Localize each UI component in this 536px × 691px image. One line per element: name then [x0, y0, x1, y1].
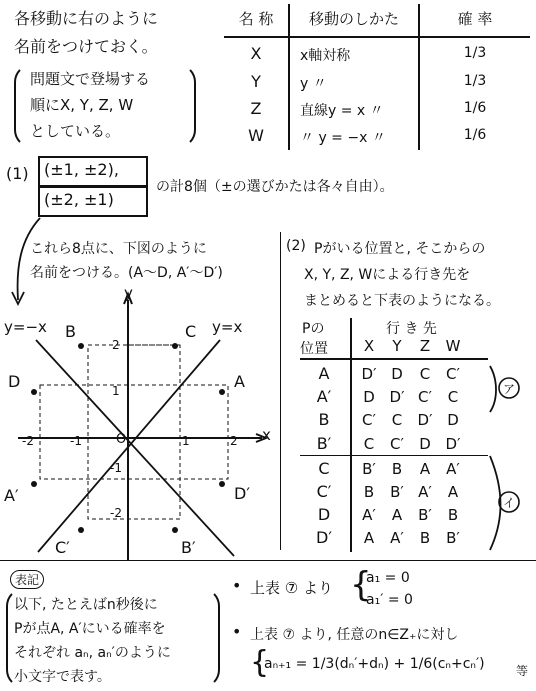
naming-line-2: 名前をつける。(A〜D, A′〜D′)	[30, 265, 223, 281]
part2-line-2: X, Y, Z, Wによる行き先を	[304, 267, 471, 283]
dest-header-dest: 行 き 先	[386, 321, 437, 337]
dest-cell: A	[419, 459, 431, 478]
dest-cell: B′	[390, 483, 404, 501]
point-label: C	[185, 322, 197, 341]
tick-y-neg2: -2	[110, 506, 122, 520]
result-a1: a₁ = 0	[366, 570, 410, 586]
dest-row-position: B	[318, 410, 330, 430]
dest-cell: A′	[418, 483, 432, 501]
move-row-method: y 〃	[300, 76, 327, 92]
dest-cell: D	[391, 365, 403, 383]
dest-row-position: D′	[316, 528, 332, 548]
line-label-y-neg-x: y=−x	[4, 318, 47, 336]
dest-cell: D	[363, 388, 375, 407]
tick-x-2: 2	[230, 434, 238, 448]
dest-cell: B′	[418, 506, 432, 525]
move-row-name: X	[250, 44, 262, 63]
brace-icon: {	[350, 565, 372, 605]
move-table-header-prob: 確 率	[457, 10, 493, 28]
dest-header-pos-2: 位置	[300, 341, 328, 357]
dest-row-position: A	[318, 364, 330, 383]
dest-cell: A	[363, 529, 375, 548]
notation-line-3: それぞれ aₙ, aₙ′のように	[14, 645, 171, 661]
dest-cell: A′	[390, 529, 404, 548]
move-table-header-method: 移動のしかた	[308, 10, 399, 28]
move-row-method: x軸対称	[300, 48, 351, 64]
dest-cell: D′	[389, 388, 405, 407]
move-row-method: 〃 y = −x 〃	[300, 130, 386, 146]
group-label-1: ア	[503, 382, 516, 396]
dest-cell: B	[391, 459, 403, 478]
move-row-name: Z	[250, 99, 262, 118]
part2-label: (2)	[286, 238, 306, 254]
dest-cell: B	[363, 483, 375, 501]
point-label: D′	[234, 484, 250, 503]
notation-line-2: Pが点A, A′にいる確率を	[14, 621, 166, 637]
y-axis-label: y	[124, 284, 133, 302]
move-table-header-name: 名 称	[238, 10, 274, 28]
bullet-2: •	[232, 622, 242, 641]
point-label: D	[8, 372, 21, 391]
point-label: B	[65, 322, 76, 341]
dest-header-pos-1: Pの	[302, 321, 325, 337]
part1-text: の計8個（±の選びかたは各々自由）。	[156, 179, 394, 195]
dest-cell: D′	[417, 411, 433, 430]
tick-y-1: 1	[112, 384, 120, 398]
line-label-y-x: y=x	[212, 318, 243, 336]
bullet-1: •	[232, 576, 242, 595]
dest-cell: C′	[446, 365, 460, 383]
notation-tag: 表記	[10, 570, 44, 589]
note-line-1: 問題文で登場する	[30, 70, 151, 88]
point-label: A	[234, 372, 245, 391]
dest-row-position: A′	[316, 387, 332, 407]
tick-y-2: 2	[112, 338, 120, 352]
move-row-name: W	[248, 126, 264, 145]
dest-cell: C	[447, 388, 459, 407]
move-row-prob: 1/6	[463, 100, 487, 116]
point-label: C′	[55, 538, 70, 557]
move-row-method: 直線y = x 〃	[300, 103, 384, 119]
tick-x-neg1: -1	[70, 434, 82, 448]
dest-col-header: W	[445, 337, 461, 355]
intro-line-1: 各移動に右のように	[14, 9, 159, 28]
dest-cell: B	[447, 506, 459, 525]
result-a1-prime: a₁′ = 0	[366, 592, 413, 608]
move-row-prob: 1/3	[463, 45, 487, 61]
dest-cell: A′	[362, 506, 376, 525]
recurrence-formula: aₙ₊₁ = 1/3(dₙ′+dₙ) + 1/6(cₙ+cₙ′)	[264, 656, 485, 672]
dest-row-position: D	[317, 505, 331, 525]
dest-cell: D	[419, 434, 431, 453]
tick-x-1: 1	[182, 434, 190, 448]
dest-col-header: Z	[419, 337, 431, 355]
group-label-2: イ	[503, 496, 516, 510]
brace-icon-2: {	[250, 645, 270, 680]
dest-cell: C′	[390, 434, 404, 453]
dest-cell: A′	[446, 459, 460, 478]
tick-x-neg2: -2	[22, 434, 34, 448]
dest-cell: D′	[361, 365, 377, 383]
points-line-2: (±2, ±1)	[44, 190, 114, 209]
dest-row-position: C′	[316, 482, 332, 501]
points-line-1: (±1, ±2),	[44, 160, 119, 179]
dest-col-header: X	[363, 337, 375, 355]
notation-line-4: 小文字で表す。	[14, 669, 111, 685]
dest-row-position: B′	[316, 433, 332, 453]
x-axis-label: x	[262, 426, 271, 444]
dest-cell: B′	[362, 459, 376, 478]
dest-cell: A	[447, 483, 459, 501]
dest-cell: C	[363, 434, 375, 453]
intro-line-2: 名前をつけておく。	[14, 37, 158, 56]
tick-y-neg1: -1	[110, 461, 122, 475]
note-line-3: としている。	[30, 122, 121, 140]
move-row-name: Y	[251, 72, 261, 91]
dest-cell: D	[447, 411, 459, 430]
dest-cell: C′	[362, 411, 376, 430]
part2-line-1: Pがいる位置と, そこからの	[314, 241, 486, 257]
dest-cell: C	[391, 411, 403, 430]
dest-cell: C′	[418, 388, 432, 407]
origin-label: O	[116, 432, 127, 447]
point-label: A′	[4, 486, 19, 505]
move-row-prob: 1/6	[463, 127, 487, 143]
notation-line-1: 以下, たとえばn秒後に	[14, 597, 158, 613]
dest-row-position: C	[318, 458, 330, 478]
result-1-text: 上表 ⑦ より	[250, 579, 333, 597]
move-row-prob: 1/3	[463, 73, 487, 89]
dest-cell: B	[419, 529, 431, 548]
point-label: B′	[181, 538, 196, 557]
continued-mark: 等	[516, 664, 529, 678]
dest-cell: C	[419, 365, 431, 383]
result-2-text: 上表 ⑦ より, 任意のn∈Z₊に対し	[250, 627, 459, 643]
part2-line-3: まとめると下表のようになる。	[304, 293, 500, 309]
bottom-divider	[0, 560, 536, 561]
note-line-2: 順にX, Y, Z, W	[30, 96, 134, 114]
dest-col-header: Y	[392, 337, 402, 355]
dest-cell: B′	[446, 529, 460, 548]
part1-label: (1)	[6, 164, 29, 183]
dest-cell: A	[391, 506, 403, 525]
naming-line-1: これら8点に、下図のように	[30, 241, 207, 257]
dest-cell: D′	[445, 434, 461, 453]
